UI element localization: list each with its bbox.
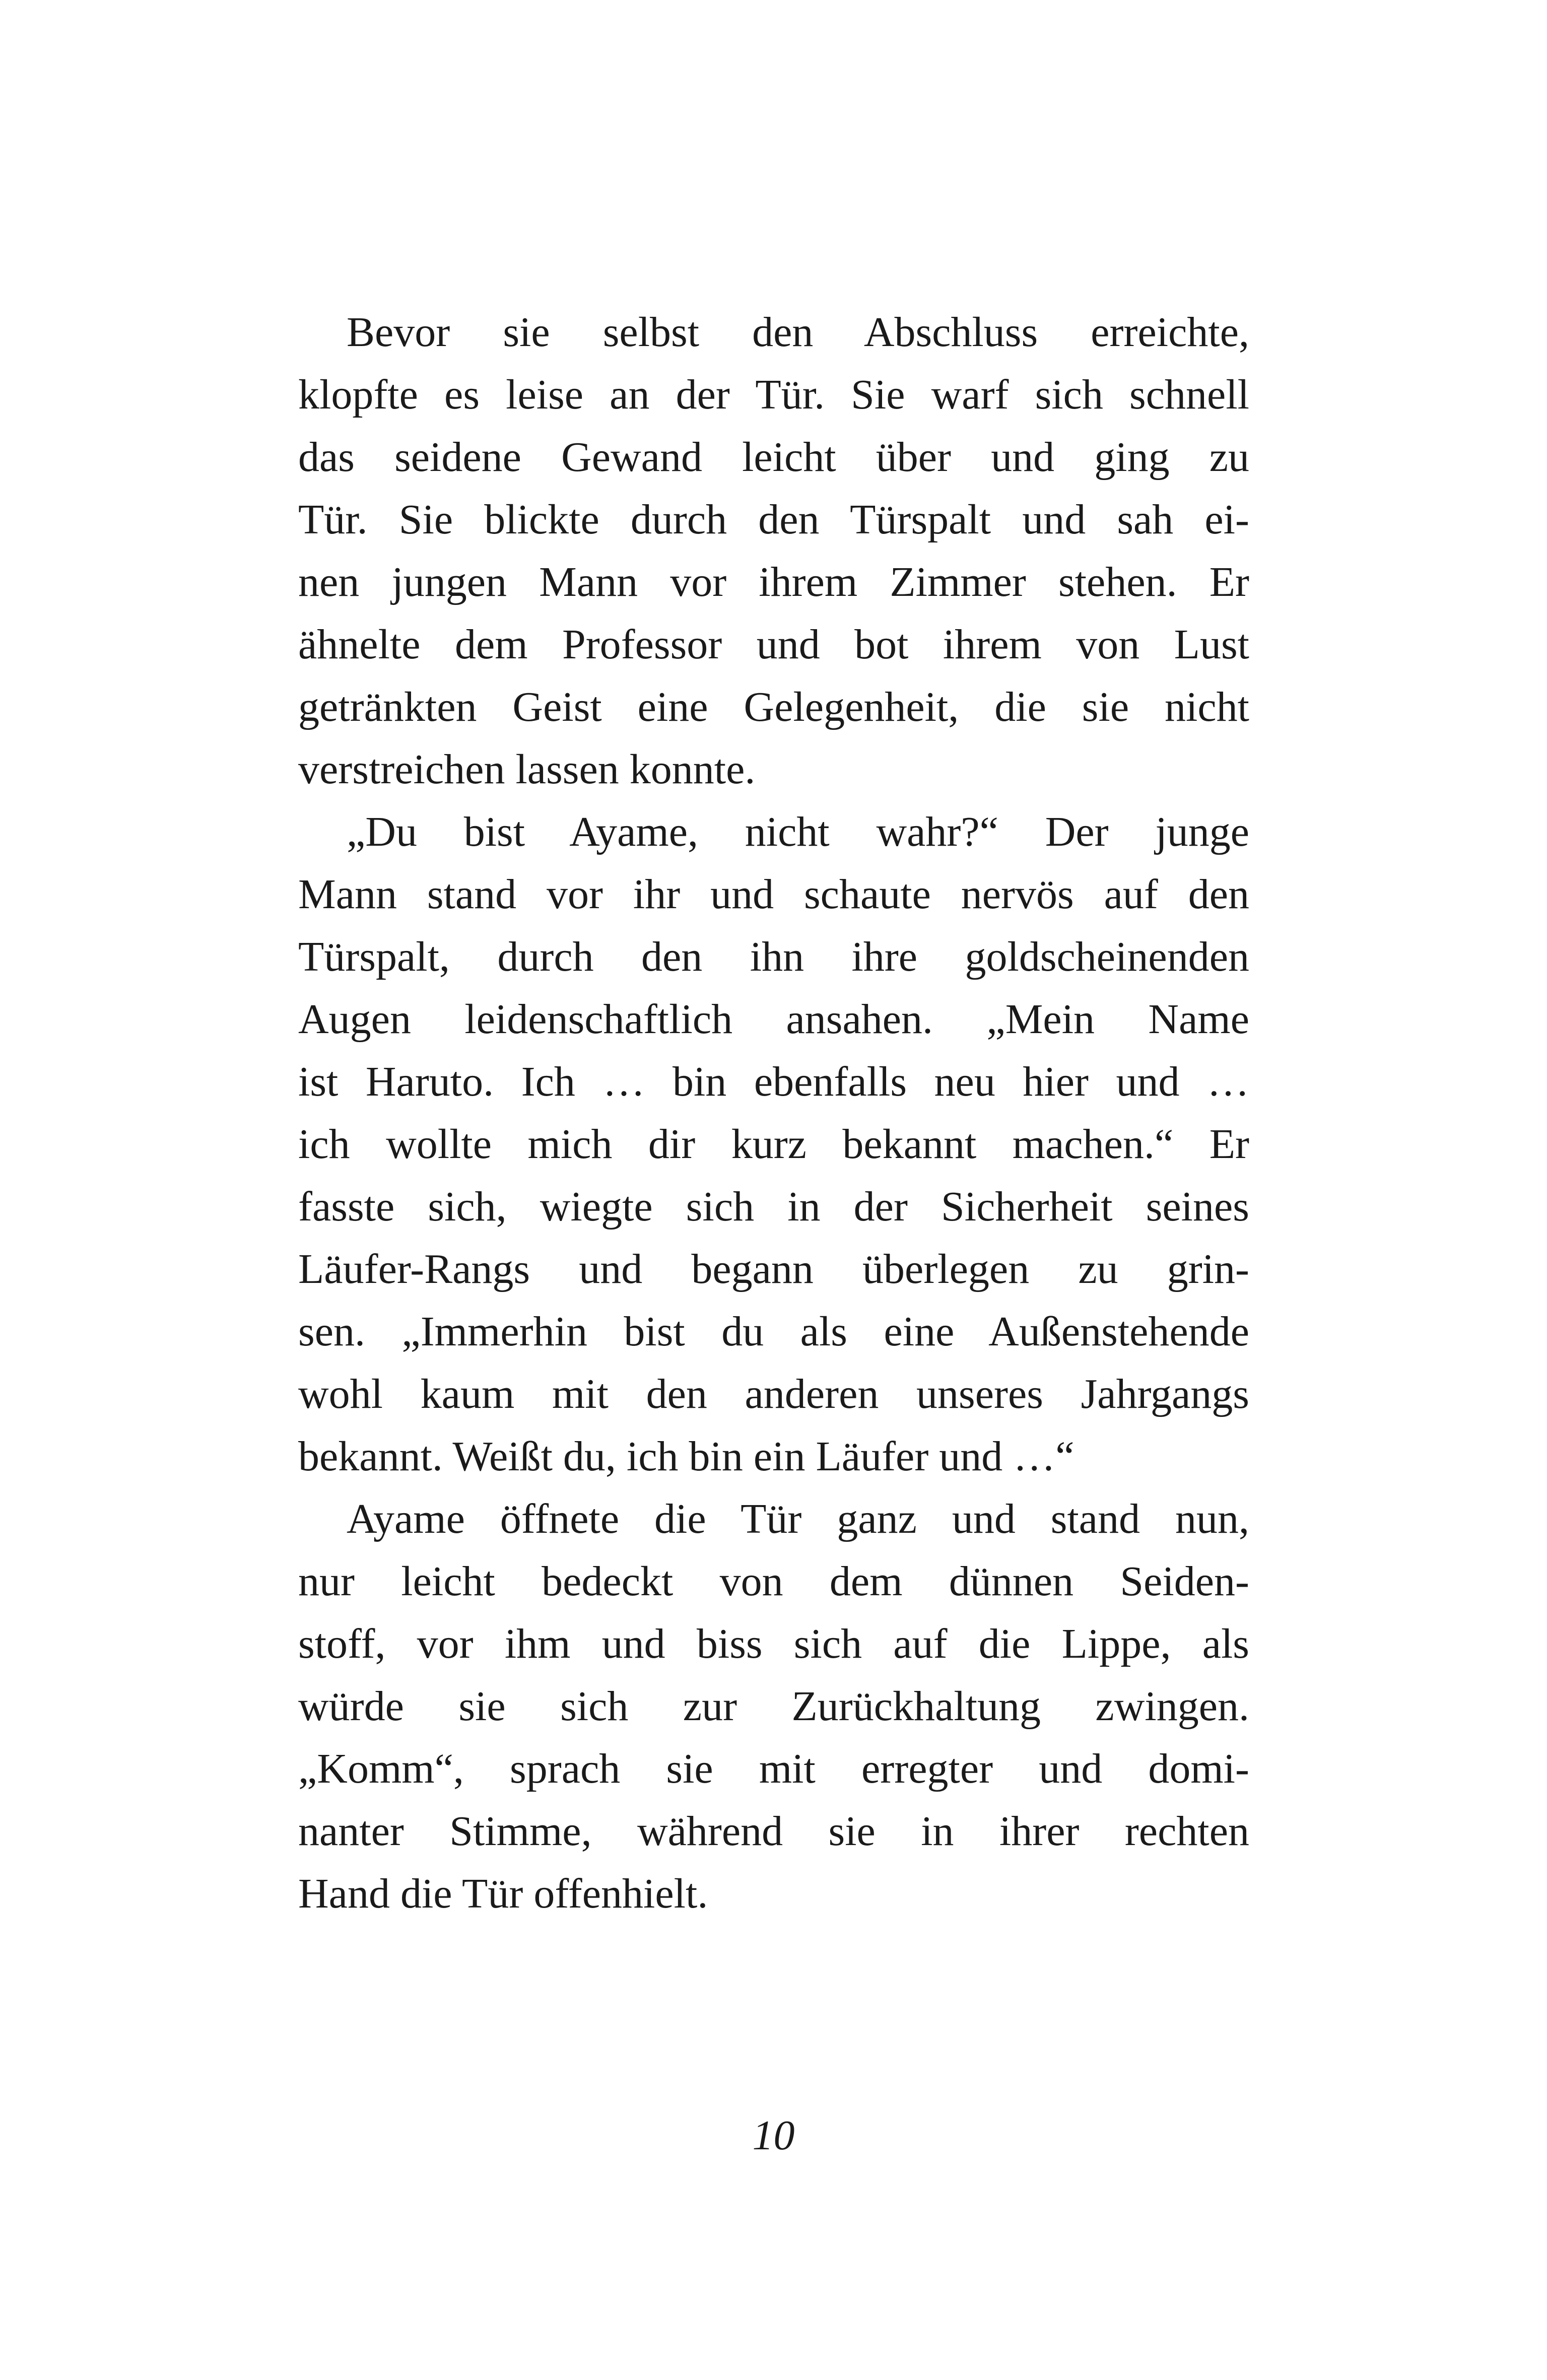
paragraph-1 xyxy=(298,301,1249,801)
text-line: Türspalt, durch den ihn ihre goldscheinenden xyxy=(298,933,1249,980)
text-line: Läufer-Rangs und begann überlegen zu grin- xyxy=(298,1246,1249,1293)
paragraph-2 xyxy=(298,801,1249,1488)
text-line: Ayame öffnete die Tür ganz und stand nun, xyxy=(347,1495,1249,1542)
text-line: klopfte es leise an der Tür. Sie warf sich schnell xyxy=(298,371,1249,418)
text-line: nanter Stimme, während sie in ihrer rechten xyxy=(298,1808,1249,1855)
text-line: „Du bist Ayame, nicht wahr?“ Der junge xyxy=(347,808,1249,855)
text-line: sen. „Immerhin bist du als eine Außenstehende xyxy=(298,1308,1249,1355)
paragraph-3 xyxy=(298,1488,1249,1925)
text-line: ähnelte dem Professor und bot ihrem von Lust xyxy=(298,621,1249,668)
text-line: bekannt. Weißt du, ich bin ein Läufer und …“ xyxy=(298,1433,1074,1480)
text-line: stoff, vor ihm und biss sich auf die Lippe, als xyxy=(298,1620,1249,1667)
text-line: ist Haruto. Ich … bin ebenfalls neu hier und … xyxy=(298,1058,1249,1105)
text-line: „Komm“, sprach sie mit erregter und domi- xyxy=(298,1745,1249,1792)
text-line: nen jungen Mann vor ihrem Zimmer stehen. Er xyxy=(298,559,1249,605)
text-line: würde sie sich zur Zurückhaltung zwingen. xyxy=(298,1683,1249,1730)
text-line: Hand die Tür offenhielt. xyxy=(298,1870,708,1917)
text-line: Bevor sie selbst den Abschluss erreichte, xyxy=(347,309,1249,356)
text-line: Tür. Sie blickte durch den Türspalt und sah ei- xyxy=(298,496,1249,543)
text-line: verstreichen lassen konnte. xyxy=(298,746,756,793)
page-number: 10 xyxy=(752,2112,795,2159)
text-line: Augen leidenschaftlich ansahen. „Mein Name xyxy=(298,996,1249,1043)
body-text xyxy=(298,301,1249,1925)
text-line: ich wollte mich dir kurz bekannt machen.“ Er xyxy=(298,1121,1249,1168)
text-line: getränkten Geist eine Gelegenheit, die sie nicht xyxy=(298,684,1249,730)
text-line: nur leicht bedeckt von dem dünnen Seiden- xyxy=(298,1558,1249,1605)
text-line: das seidene Gewand leicht über und ging zu xyxy=(298,434,1249,481)
text-line: fasste sich, wiegte sich in der Sicherheit seines xyxy=(298,1183,1249,1230)
text-line: wohl kaum mit den anderen unseres Jahrgangs xyxy=(298,1371,1249,1417)
text-line: Mann stand vor ihr und schaute nervös auf den xyxy=(298,871,1249,918)
